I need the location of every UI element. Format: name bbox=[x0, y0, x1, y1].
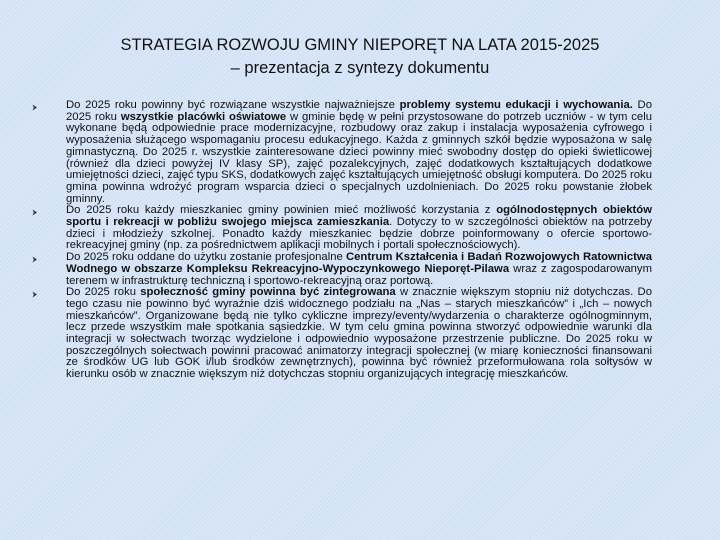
bullet-sport bbox=[32, 205, 652, 252]
bullet-text: wraz z zagospodarowanym terenem w infrastrukturę techniczną i sportowo-rekreacyjną oraz portową. bbox=[66, 262, 652, 287]
bullet-bold-text: społeczność gminy powinna być zintegrowana bbox=[140, 286, 396, 299]
bullet-rescue-center bbox=[32, 252, 652, 287]
bullet-text: . Dotyczy to w szczególności obiektów na potrzeby dzieci i młodzieży szkolnej. Ponadto każdy mieszkaniec będzie dobrze poinformowany o ofercie sportowo-rekreacyjnej gminy (np. za pośrednictwem aplikacji mobilnych i portali społecznościowych). bbox=[66, 216, 652, 252]
arrow-bullet-icon bbox=[32, 209, 38, 216]
bullet-list bbox=[32, 100, 652, 536]
title-line-2: – prezentacja z syntezy dokumentu bbox=[230, 59, 490, 77]
title-line-1: STRATEGIA ROZWOJU GMINY NIEPORĘT NA LATA 2015-2025 bbox=[120, 36, 600, 54]
slide-title bbox=[0, 34, 720, 80]
bullet-text: Do 2025 roku bbox=[66, 286, 141, 299]
bullet-text: w znacznie większym stopniu niż dotychczas. Do tego czasu nie powinno być wyraźnie dziś widocznego podziału na „Nas – starych mieszkańców” i „Ich – nowych mieszkańców”. Organizowane będą nie tylko cykliczne imprezy/eventy/wydarzenia o charakterze ogólnogminnym, lecz przede wszystkim małe spotkania sąsiedzkie. W tym celu gmina powinna stworzyć odpowiednie warunki dla integracji w sołectwach tworząc wydzielone i odpowiednio wyposażone przestrzenie publiczne. Do 2025 roku w poszczególnych sołectwach powinni pracować animatorzy integracji społecznej (w miarę konieczności finansowani ze środków UG lub GOK i/lub środków zewnętrznych), powinna być również przeformułowana rola sołtysów w kierunku osób w znacznie większym niż dotychczas stopniu organizujących integrację mieszkańców. bbox=[66, 286, 652, 381]
bullet-bold-text: wszystkie placówki oświatowe bbox=[120, 110, 287, 123]
bullet-bold-text: problemy systemu edukacji i wychowania. bbox=[399, 100, 633, 111]
bullet-text: Do 2025 roku bbox=[66, 100, 652, 123]
arrow-bullet-icon bbox=[32, 256, 38, 263]
arrow-bullet-icon bbox=[32, 291, 38, 298]
bullet-text: Do 2025 roku powinny być rozwiązane wszystkie najważniejsze bbox=[66, 100, 400, 111]
bullet-text: Do 2025 roku każdy mieszkaniec gminy powinien mieć możliwość korzystania z bbox=[66, 204, 497, 217]
bullet-text: Do 2025 roku oddane do użytku zostanie profesjonalne bbox=[66, 251, 346, 264]
arrow-bullet-icon bbox=[32, 104, 38, 111]
bullet-text: w gminie będę w pełni przystosowane do potrzeb uczniów - w tym celu wykonane będą odpowiednie prace modernizacyjne, rozbudowy oraz zakup i instalacja wyposażenia cyfrowego i wyposażenia służącego wspomaganiu procesu edukacyjnego. Każda z gminnych szkół będzie wyposażona w salę gimnastyczną. Do 2025 r. wszystkie zainteresowane dzieci powinny mieć swobodny dostęp do opieki świetlicowej (również dla dzieci powyżej IV klasy SP), zajęć pozalekcyjnych, zajęć dodatkowych kształtujących dodatkowe umiejętności dzieci, zajęć typu SKS, dodatkowych zajęć kształtujących umiejętność obsługi komputera. Do 2025 roku gmina powinna wdrożyć program wsparcia dzieci o specjalnych uzdolnieniach. Do 2025 roku powstanie żłobek gminny. bbox=[66, 110, 652, 205]
bullet-bold-text: Centrum Kształcenia i Badań Rozwojowych Ratownictwa Wodnego w obszarze Kompleksu Rekreacyjno-Wypoczynkowego Nieporęt-Pilawa bbox=[66, 251, 652, 275]
bullet-bold-text: ogólnodostępnych obiektów sportu i rekreacji w pobliżu swojego miejsca zamieszkania bbox=[66, 204, 652, 229]
bullet-education bbox=[32, 100, 652, 205]
bullet-integration bbox=[32, 287, 652, 381]
